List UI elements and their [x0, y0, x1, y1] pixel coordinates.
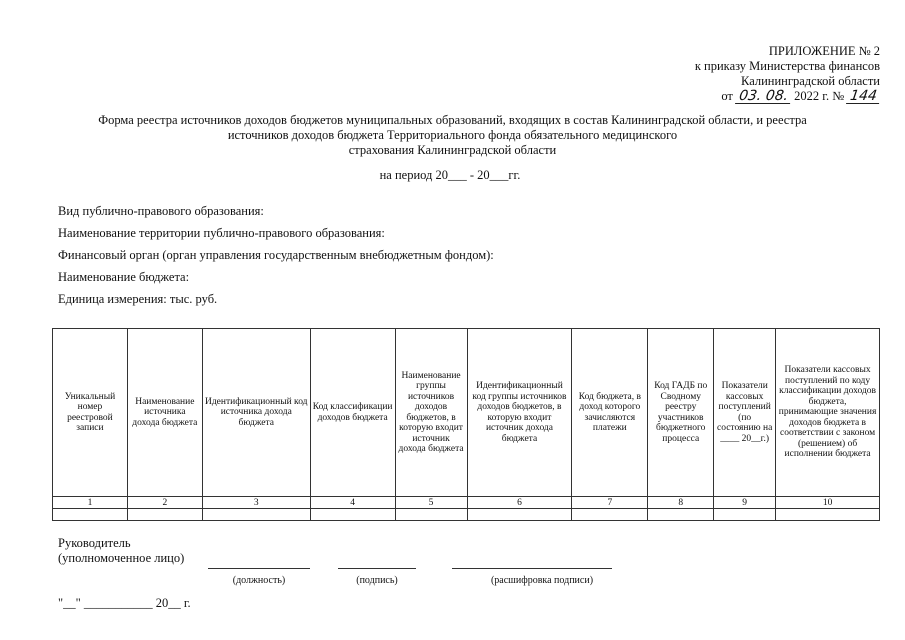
form-title [70, 113, 835, 158]
empty-cell [572, 509, 648, 521]
head-label: Руководитель [58, 536, 131, 550]
column-number: 1 [53, 497, 128, 509]
field-territory-name: Наименование территории публично-правового образования: [58, 226, 385, 240]
decoding-signature-line [452, 568, 612, 569]
field-financial-body: Финансовый орган (орган управления государственным внебюджетным фондом): [58, 248, 494, 262]
title-line-2: источников доходов бюджета Территориального фонда обязательного медицинского [227, 128, 678, 142]
column-number: 3 [202, 497, 310, 509]
period-line: на период 20___ - 20___гг. [379, 168, 521, 182]
signature-date-line: "__" ___________ 20__ г. [58, 596, 191, 610]
position-signature-line [208, 568, 310, 569]
header-cell: Показатели кассовых поступлений по коду классификации доходов бюджета, принимающие значения доходов бюджета в соответствии с законом (решением) об исполнении бюджета [776, 329, 880, 497]
field-entity-type: Вид публично-правового образования: [58, 204, 264, 218]
table-header-row [53, 329, 880, 497]
header-cell: Идентификационный код группы источников доходов бюджетов, в которую входит источник дохода бюджета [467, 329, 572, 497]
appendix-region: Калининградской области [741, 74, 880, 88]
header-cell: Наименование источника дохода бюджета [127, 329, 202, 497]
empty-cell [714, 509, 776, 521]
column-number: 6 [467, 497, 572, 509]
empty-cell [648, 509, 714, 521]
empty-cell [127, 509, 202, 521]
header-cell: Код бюджета, в доход которого зачисляются платежи [572, 329, 648, 497]
column-number: 7 [572, 497, 648, 509]
appendix-date-line [560, 89, 880, 104]
column-number: 4 [310, 497, 395, 509]
title-line-1: Форма реестра источников доходов бюджетов муниципальных образований, входящих в состав Калининградской области, и реестра [98, 113, 807, 127]
field-budget-name: Наименование бюджета: [58, 270, 190, 284]
column-number: 9 [714, 497, 776, 509]
appendix-block [560, 44, 880, 104]
appendix-order-ref: к приказу Министерства финансов [694, 59, 880, 73]
empty-cell [202, 509, 310, 521]
empty-cell [776, 509, 880, 521]
signature-caption: (подпись) [356, 575, 398, 586]
column-number: 10 [776, 497, 880, 509]
appendix-title: ПРИЛОЖЕНИЕ № 2 [768, 44, 880, 58]
empty-cell [395, 509, 467, 521]
column-number: 5 [395, 497, 467, 509]
table-empty-row [53, 509, 880, 521]
authorized-person-label: (уполномоченное лицо) [58, 551, 185, 565]
title-line-3: страхования Калининградской области [348, 143, 557, 157]
empty-cell [310, 509, 395, 521]
date-prefix: от [721, 89, 733, 103]
header-cell: Код ГАДБ по Сводному реестру участников бюджетного процесса [648, 329, 714, 497]
column-number: 8 [648, 497, 714, 509]
year-text: 2022 г. № [794, 89, 845, 103]
header-cell: Показатели кассовых поступлений (по состоянию на ____ 20__г.) [714, 329, 776, 497]
registry-table [52, 328, 880, 521]
handwritten-date: 03. 08. [735, 90, 792, 104]
handwritten-number: 144 [846, 90, 881, 104]
table-number-row [53, 497, 880, 509]
header-cell: Уникальный номер реестровой записи [53, 329, 128, 497]
header-cell: Наименование группы источников доходов бюджетов, в которую входит источник дохода бюджета [395, 329, 467, 497]
position-caption: (должность) [232, 575, 286, 586]
field-unit: Единица измерения: тыс. руб. [58, 292, 218, 306]
empty-cell [467, 509, 572, 521]
column-number: 2 [127, 497, 202, 509]
empty-cell [53, 509, 128, 521]
signature-line [338, 568, 416, 569]
header-cell: Идентификационный код источника дохода бюджета [202, 329, 310, 497]
decoding-caption: (расшифровка подписи) [490, 575, 594, 586]
header-cell: Код классификации доходов бюджета [310, 329, 395, 497]
